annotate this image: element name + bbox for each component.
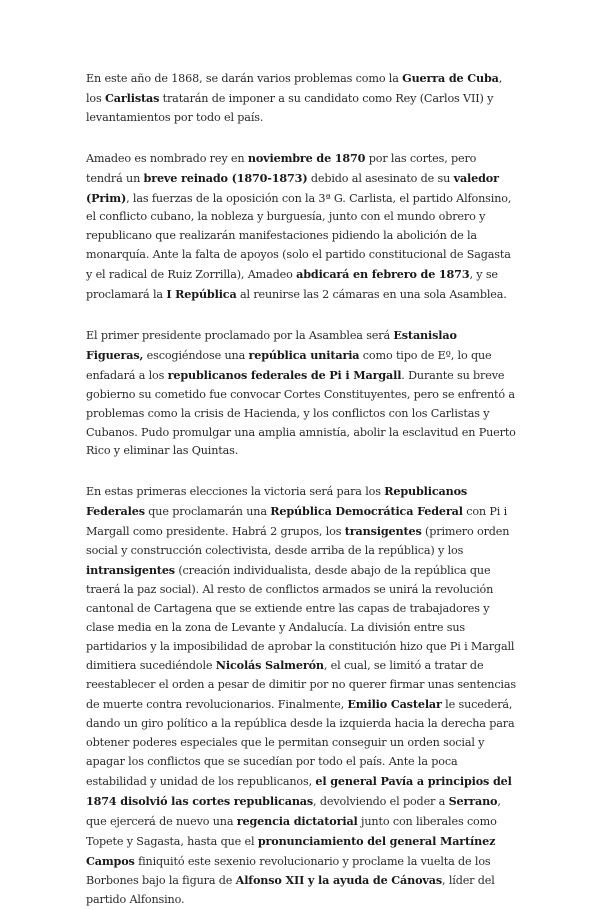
- bold-text-run: breve reinado (1870-1873): [143, 170, 308, 185]
- bold-text-run: intransigentes: [86, 562, 175, 577]
- bold-text-run: abdicará en febrero de 1873: [296, 267, 470, 282]
- bold-text-run: noviembre de 1870: [247, 150, 366, 165]
- text-run: , que ejercerá de nuevo una: [86, 794, 501, 828]
- text-run: , devolviendo el poder a: [313, 794, 449, 808]
- text-run: finiquitó este sexenio revolucionario y proclame la vuelta de los Borbones bajo la figura de: [86, 854, 491, 888]
- text-run: , líder del partido Alfonsino.: [86, 874, 495, 907]
- paragraph-4: [86, 482, 516, 910]
- bold-text-run: Estanislao Figueras,: [86, 327, 457, 362]
- text-run: tratarán de imponer a su candidato como Rey (Carlos VII) y levantamientos por todo el país.: [86, 91, 494, 124]
- bold-text-run: pronunciamiento del general Martínez Campos: [86, 833, 496, 868]
- text-run: que proclamarán una: [144, 505, 271, 519]
- text-run: por las cortes, pero tendrá un: [86, 151, 477, 185]
- bold-text-run: Republicanos Federales: [86, 484, 468, 519]
- text-run: como tipo de Eº, lo que enfadará a los: [86, 348, 492, 382]
- text-run: . Durante su breve gobierno su cometido fue convocar Cortes Constituyentes, pero se enfrentó a problemas como la crisis de Hacienda, y los conflictos con los Carlistas y Cubanos. Pudo promulgar una amplia amnistía, abolir la esclavitud en Puerto Rico y eliminar las Quintas.: [86, 368, 516, 458]
- bold-text-run: Alfonso XII y la ayuda de Cánovas: [235, 873, 443, 888]
- text-run: En estas primeras elecciones la victoria será para los: [86, 485, 385, 499]
- bold-text-run: Serrano: [448, 793, 498, 808]
- text-run: escogiéndose una: [143, 348, 249, 362]
- text-run: junto con liberales como Topete y Sagasta, hasta que el: [86, 814, 497, 848]
- bold-text-run: republicanos federales de Pi i Margall: [167, 367, 402, 382]
- text-run: (creación individualista, desde abajo de la república que traerá la paz social). Al resto de conflictos armados se unirá la revolución cantonal de Cartagena que se extiende entre las capas de trabajadores y clase media en la zona de Levante y Andalucía. La división entre sus partidarios y la imposibilidad de aprobar la constitución hizo que Pi i Margall dimitiera sucediéndole: [86, 563, 515, 673]
- bold-text-run: Emilio Castelar: [347, 697, 442, 712]
- paragraph-1: [86, 69, 516, 128]
- paragraph-2: [86, 149, 516, 305]
- bold-text-run: Carlistas: [105, 90, 160, 105]
- text-run: Amadeo es nombrado rey en: [86, 151, 248, 165]
- text-run: al reunirse las 2 cámaras en una sola Asamblea.: [236, 288, 507, 302]
- text-run: El primer presidente proclamado por la Asamblea será: [86, 328, 394, 342]
- bold-text-run: Nicolás Salmerón: [215, 658, 324, 673]
- bold-text-run: transigentes: [344, 524, 422, 539]
- text-run: con Pi i Margall como presidente. Habrá 2 grupos, los: [86, 505, 508, 539]
- text-run: En este año de 1868, se darán varios problemas como la: [86, 72, 403, 85]
- bold-text-run: regencia dictatorial: [236, 813, 358, 828]
- text-run: (primero orden social y construcción colectivista, desde arriba de la república) y los: [86, 525, 510, 558]
- bold-text-run: valedor (Prim): [86, 170, 499, 205]
- text-run: , el cual, se limitó a tratar de reestablecer el orden a pesar de dimitir por no querer firmar unas sentencias de muerte contra revolucionarios. Finalmente,: [86, 659, 516, 712]
- bold-text-run: República Democrática Federal: [270, 504, 463, 519]
- paragraph-3: [86, 326, 516, 461]
- bold-text-run: el general Pavía a principios del 1874 disolvió las cortes republicanas: [86, 773, 512, 808]
- text-run: , los: [86, 72, 503, 105]
- bold-text-run: I República: [166, 287, 237, 302]
- text-run: le sucederá, dando un giro político a la república desde la izquierda hacia la derecha para obtener poderes especiales que le permitan conseguir un orden social y apagar los conflictos que se sucedían por todo el país. Ante la poca estabilidad y unidad de los republicanos,: [86, 698, 515, 788]
- text-run: , las fuerzas de la oposición con la 3ª G. Carlista, el partido Alfonsino, el conflicto cubano, la nobleza y burguesía, junto con el mundo obrero y republicano que realizarán manifestaciones pidiendo la abolición de la monarquía. Ante la falta de apoyos (solo el partido constitucional de Sagasta y el radical de Ruiz Zorrilla), Amadeo: [86, 191, 512, 282]
- text-run: debido al asesinato de su: [307, 171, 454, 185]
- text-run: , y se proclamará la: [86, 268, 498, 302]
- bold-text-run: república unitaria: [248, 347, 360, 362]
- bold-text-run: Guerra de Cuba: [402, 71, 499, 85]
